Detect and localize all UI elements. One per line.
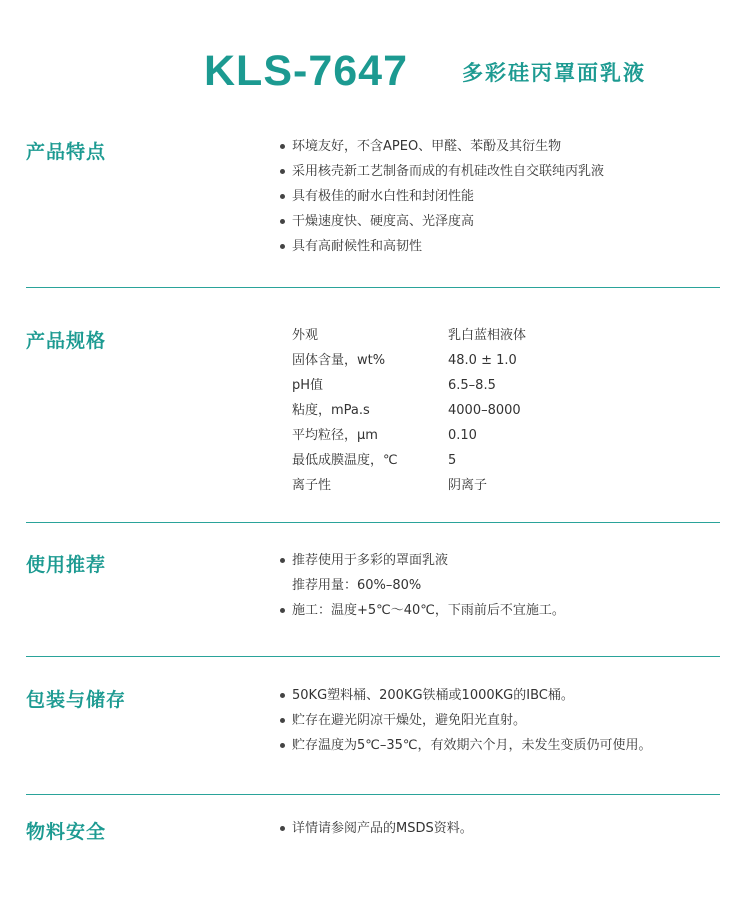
spec-value: 乳白蓝相液体 [448,328,527,343]
table-row [292,448,526,473]
table-row [292,323,526,348]
storage-title: 包装与储存 [26,689,127,711]
spec-name: 固体含量，wt% [292,353,386,368]
usage-list [280,548,565,623]
page-header [0,44,750,104]
section-divider [26,522,720,523]
list-item: 贮存在避光阴凉干燥处，避免阳光直射。 [280,708,652,733]
product-name: 多彩硅丙罩面乳液 [462,61,646,85]
spec-name: 粘度，mPa.s [292,403,370,418]
features-title: 产品特点 [26,141,107,163]
safety-title: 物料安全 [26,821,107,843]
spec-value: 阴离子 [448,478,488,493]
spec-name: 外观 [292,328,319,343]
section-divider [26,656,720,657]
table-row [292,398,526,423]
list-item: 采用核壳新工艺制备而成的有机硅改性自交联纯丙乳液 [280,159,604,184]
spec-name: 离子性 [292,478,332,493]
list-item: 环境友好，不含APEO、甲醛、苯酚及其衍生物 [280,134,604,159]
list-item: 推荐使用于多彩的罩面乳液 [280,548,565,573]
table-row [292,348,526,373]
table-row [292,373,526,398]
spec-value: 4000–8000 [448,403,521,418]
list-item: 具有高耐候性和高韧性 [280,234,604,259]
storage-list [280,683,652,758]
spec-value: 0.10 [448,428,477,443]
list-item: 施工：温度+5℃～40℃，下雨前后不宜施工。 [280,598,565,623]
spec-value: 6.5–8.5 [448,378,496,393]
table-row [292,473,526,498]
spec-name: 平均粒径，μm [292,428,378,443]
list-item: 推荐用量：60%–80% [292,578,422,593]
spec-name: 最低成膜温度，℃ [292,453,398,468]
specs-title: 产品规格 [26,330,107,352]
features-list [280,134,604,259]
spec-value: 48.0 ± 1.0 [448,353,517,368]
section-divider [26,287,720,288]
table-row [292,423,526,448]
spec-value: 5 [448,453,457,468]
section-divider [26,794,720,795]
list-item: 具有极佳的耐水白性和封闭性能 [280,184,604,209]
list-item: 贮存温度为5℃–35℃，有效期六个月，未发生变质仍可使用。 [280,733,652,758]
usage-title: 使用推荐 [26,554,107,576]
safety-list [280,816,473,841]
list-item: 干燥速度快、硬度高、光泽度高 [280,209,604,234]
list-item: 50KG塑料桶、200KG铁桶或1000KG的IBC桶。 [280,683,652,708]
spec-table [292,323,526,498]
spec-name: pH值 [292,378,324,393]
list-item: 详情请参阅产品的MSDS资料。 [280,816,473,841]
product-model: KLS-7647 [204,47,408,95]
